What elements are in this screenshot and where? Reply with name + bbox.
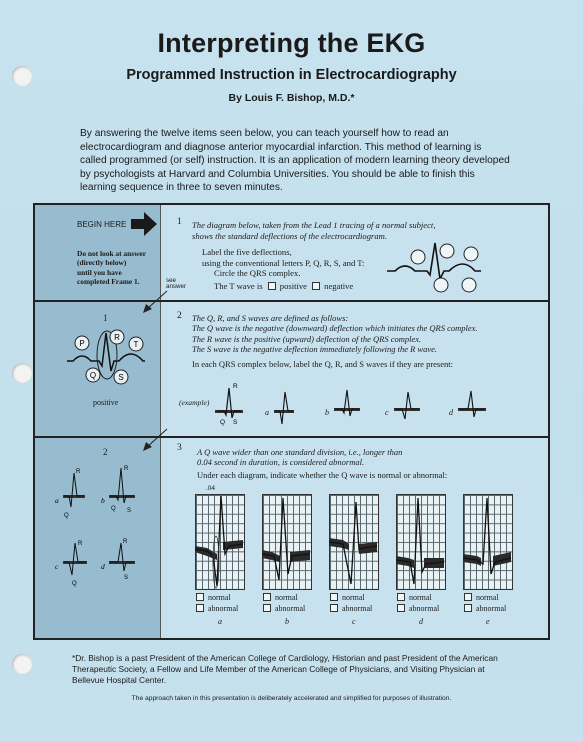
svg-text:c: c <box>55 562 59 571</box>
svg-text:S: S <box>233 419 238 426</box>
normal-checkbox-a[interactable] <box>196 593 204 601</box>
svg-text:R: R <box>124 466 129 472</box>
author-line: By Louis F. Bishop, M.D.* <box>228 92 355 104</box>
frame1-instructions: Label the five deflections, using the conventional letters P, Q, R, S, and T: Circle the QRS complex. <box>202 247 365 278</box>
t-wave-negative-checkbox[interactable] <box>312 282 320 290</box>
choices-c: normal abnormal c <box>330 593 372 628</box>
choices-e: normal abnormal e <box>464 593 506 628</box>
ekg-trace-e <box>463 494 513 590</box>
svg-text:R: R <box>233 383 238 390</box>
abnormal-checkbox-c[interactable] <box>330 604 338 612</box>
frame-divider <box>35 300 548 302</box>
frame-number: 2 <box>177 311 182 321</box>
t-wave-question: The T wave is positive negative <box>214 281 354 291</box>
svg-text:S: S <box>127 508 132 514</box>
binder-hole <box>12 363 32 383</box>
qrs-item-c <box>393 386 421 428</box>
ekg-trace-d <box>396 494 446 590</box>
answer-caption: positive <box>93 398 119 407</box>
warning-note: Do not look at answer (directly below) until you have completed Frame 1. <box>77 249 146 287</box>
diagonal-arrow-icon <box>141 427 171 453</box>
frame-divider <box>35 436 548 438</box>
svg-text:d: d <box>101 562 105 571</box>
label-s: S <box>118 373 124 382</box>
label-r: R <box>114 333 120 342</box>
abnormal-checkbox-b[interactable] <box>263 604 271 612</box>
intro-paragraph: By answering the twelve items seen below, you can teach yourself how to read an electrocardiogram and diagnose anterior myocardial infarction. This method of learning is called programmed (or self) instruction. It is an application of modern learning theory developed by psychologists at Harvard and Columbia Universities. You should be able to finish this learning sequence in three to seven minutes. <box>80 128 510 193</box>
choices-b: normal abnormal b <box>263 593 305 628</box>
ekg-trace-b <box>262 494 312 590</box>
item-letter: c <box>385 408 389 417</box>
abnormal-checkbox-d[interactable] <box>397 604 405 612</box>
svg-text:R: R <box>78 541 83 547</box>
label-p: P <box>79 339 85 348</box>
item-letter: a <box>265 408 269 417</box>
svg-text:S: S <box>124 575 129 581</box>
normal-checkbox-e[interactable] <box>464 593 472 601</box>
label-q: Q <box>89 371 97 380</box>
t-wave-positive-checkbox[interactable] <box>268 282 276 290</box>
answer-number: 1 <box>103 313 108 323</box>
choices-a: normal abnormal a <box>196 593 238 628</box>
frame3-text: A Q wave wider than one standard division, i.e., longer than 0.04 second in duration, is considered abnormal. <box>197 447 403 468</box>
interval-marker: .04 <box>206 485 216 492</box>
page-subtitle: Programmed Instruction in Electrocardiography <box>126 67 457 83</box>
qrs-answer-diagrams <box>51 463 151 593</box>
ekg-blank-diagram <box>385 237 483 293</box>
example-label: (example) <box>179 398 210 407</box>
svg-text:Q: Q <box>111 506 116 512</box>
frame2-instruction: In each QRS complex below, label the Q, R, and S waves if they are present: <box>192 359 453 369</box>
frame3-instruction: Under each diagram, indicate whether the Q wave is normal or abnormal: <box>197 470 448 480</box>
column-divider <box>160 205 161 638</box>
approach-note: The approach taken in this presentation is deliberately accelerated and simplified for purposes of illustration. <box>131 695 452 702</box>
svg-text:a: a <box>55 496 59 505</box>
svg-text:b: b <box>101 496 105 505</box>
normal-checkbox-c[interactable] <box>330 593 338 601</box>
abnormal-checkbox-e[interactable] <box>464 604 472 612</box>
frame-number: 3 <box>177 443 182 453</box>
instruction-frame <box>33 203 550 640</box>
ekg-trace-a <box>195 494 245 590</box>
svg-text:R: R <box>123 539 128 545</box>
frame-number: 1 <box>177 217 182 227</box>
normal-checkbox-d[interactable] <box>397 593 405 601</box>
svg-text:Q: Q <box>220 419 226 426</box>
label-t: T <box>133 340 139 349</box>
frame1-text: The diagram below, taken from the Lead 1 tracing of a normal subject, shows the standard deflections of the electrocardiogram. <box>192 220 436 241</box>
item-letter: d <box>449 408 453 417</box>
abnormal-checkbox-a[interactable] <box>196 604 204 612</box>
svg-text:Q: Q <box>64 513 69 519</box>
ekg-answer-diagram <box>65 329 147 389</box>
qrs-example-diagram <box>213 380 245 426</box>
begin-here-label: BEGIN HERE <box>77 220 127 229</box>
frame2-definitions: The Q, R, and S waves are defined as follows: The Q wave is the negative (downward) deflection which initiates the QRS complex. The R wave is the positive (upward) deflection of the QRS complex. The S wave is the negative deflection immediately following the R wave. <box>192 313 478 354</box>
page-title: Interpreting the EKG <box>157 28 426 58</box>
author-footnote: *Dr. Bishop is a past President of the American College of Cardiology, Historian and past President of the American Therapeutic Society, a Fellow and Life Member of the American College of Physicians, and Visiting Physician at Bellevue Hospital Center. <box>72 653 498 685</box>
normal-checkbox-b[interactable] <box>263 593 271 601</box>
see-answer-note: see answer <box>166 277 186 291</box>
ekg-trace-c <box>329 494 379 590</box>
binder-hole <box>12 654 32 674</box>
choices-d: normal abnormal d <box>397 593 439 628</box>
qrs-item-d <box>457 386 487 428</box>
answer-number: 2 <box>103 447 108 457</box>
diagonal-arrow-icon <box>141 289 171 315</box>
item-letter: b <box>325 408 329 417</box>
qrs-item-a <box>273 388 295 430</box>
svg-text:R: R <box>76 469 81 475</box>
svg-text:Q: Q <box>72 581 77 587</box>
qrs-item-b <box>333 386 361 428</box>
arrow-right-icon <box>131 212 157 236</box>
